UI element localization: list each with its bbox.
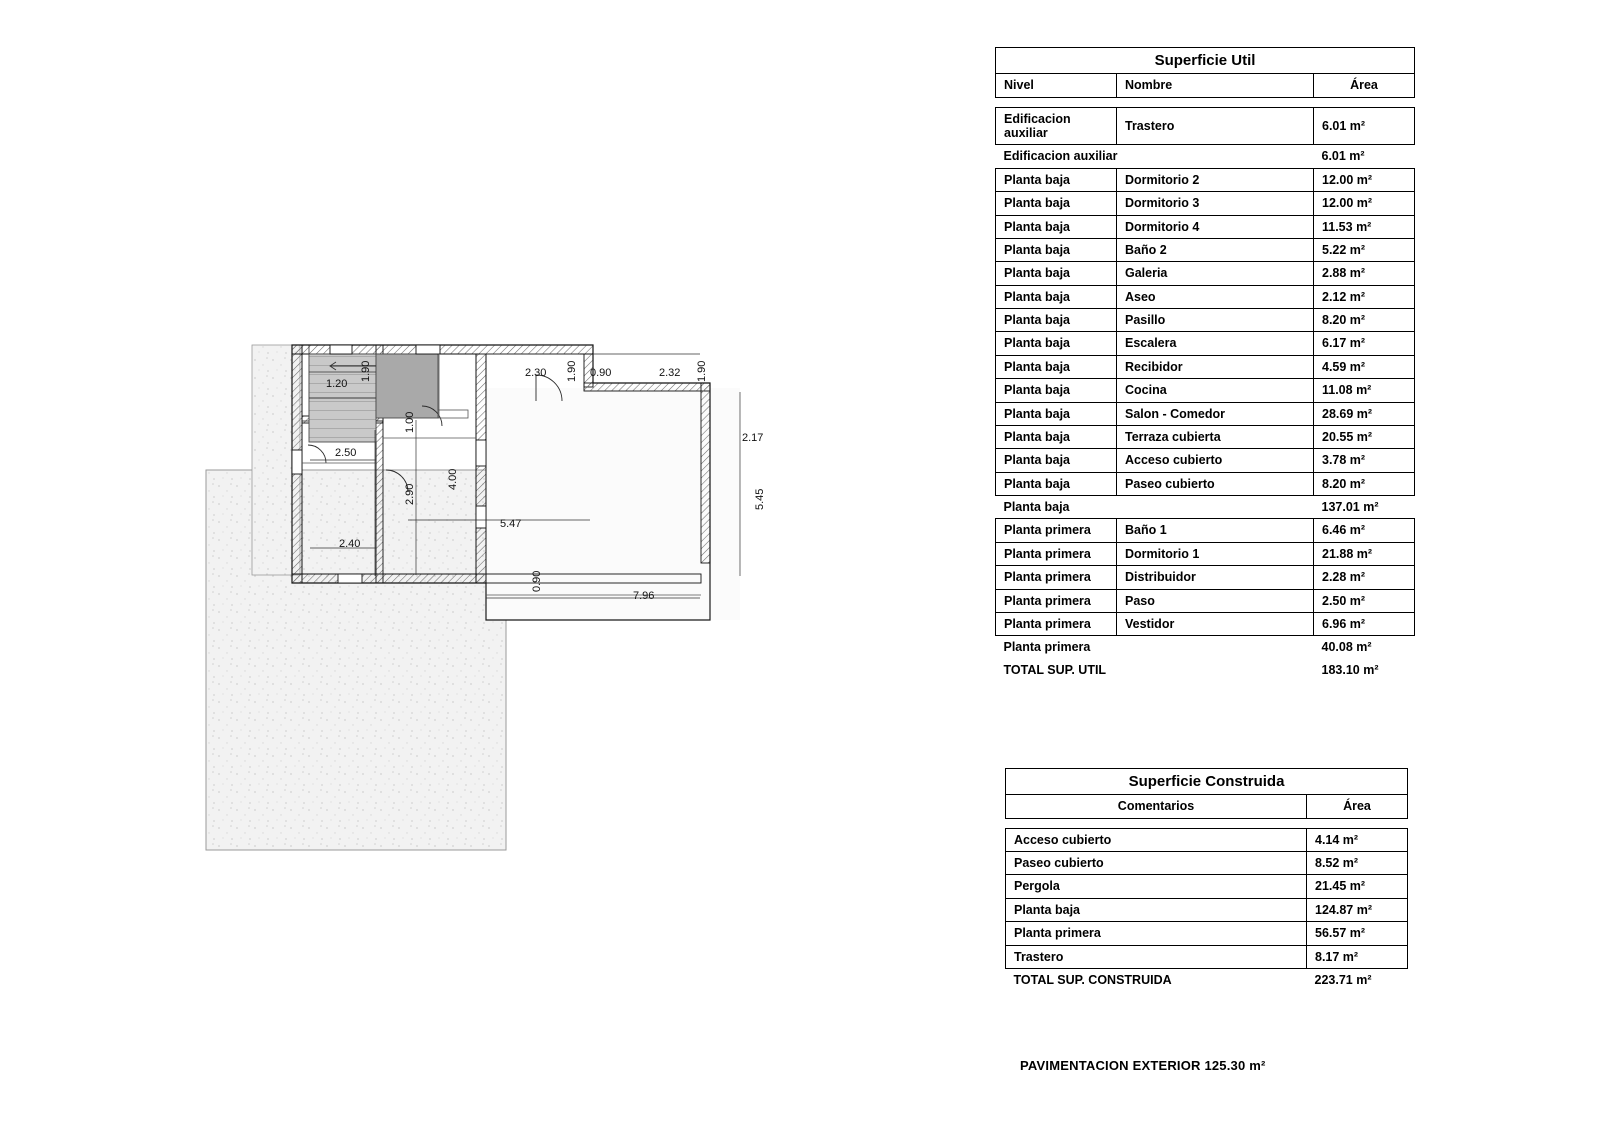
superficie-construida-title-row [1006,769,1408,795]
row-area: 4.14 m² [1307,828,1408,851]
table-row [1006,852,1408,875]
table-row [996,589,1415,612]
row-name: Distribuidor [1117,566,1314,589]
row-name: Paseo cubierto [1006,852,1307,875]
row-name: Salon - Comedor [1117,402,1314,425]
table-row [996,262,1415,285]
row-area: 12.00 m² [1314,192,1415,215]
row-area: 6.01 m² [1314,107,1415,145]
dimension-label: 2.17 [742,432,764,444]
staircase [309,354,438,442]
table-row [996,215,1415,238]
floor-plan-svg [180,320,820,880]
table-row [996,472,1415,495]
dimension-label: 1.20 [326,378,348,390]
table-row [996,519,1415,542]
row-level: Planta baja [996,379,1117,402]
dimension-label: 1.90 [566,360,578,382]
spacer-row [996,97,1415,107]
table-row [1006,828,1408,851]
row-area: 8.20 m² [1314,472,1415,495]
row-name: Aseo [1117,285,1314,308]
row-level: Planta primera [996,542,1117,565]
row-area: 124.87 m² [1307,898,1408,921]
header-nombre: Nombre [1117,74,1314,97]
table-row [996,285,1415,308]
row-name: Acceso cubierto [1006,828,1307,851]
total-row [996,659,1415,681]
floor-plan-drawing [180,320,820,880]
subtotal-row [996,636,1415,659]
dimension-label: 5.45 [754,488,766,510]
superficie-util-title: Superficie Util [996,48,1415,74]
exterior-paving-note: PAVIMENTACION EXTERIOR 125.30 m² [1020,1058,1266,1073]
row-area: 8.20 m² [1314,309,1415,332]
table-row [996,168,1415,191]
header-area: Área [1314,74,1415,97]
total-label: TOTAL SUP. CONSTRUIDA [1013,972,1172,987]
dimension-label: 1.90 [360,360,372,382]
subtotal-label: Planta primera [1003,640,1091,655]
row-name: Planta primera [1006,922,1307,945]
row-level: Planta primera [996,589,1117,612]
subtotal-area: 6.01 m² [1321,149,1365,164]
row-level: Planta baja [996,472,1117,495]
row-name: Pergola [1006,875,1307,898]
dimension-label: 7.96 [633,590,655,602]
row-area: 6.17 m² [1314,332,1415,355]
row-area: 4.59 m² [1314,355,1415,378]
subtotal-row [996,496,1415,519]
spacer-row [1006,818,1408,828]
total-area: 223.71 m² [1314,972,1372,987]
superficie-util-header-row [996,74,1415,97]
total-row [1006,968,1408,991]
row-area: 2.88 m² [1314,262,1415,285]
row-name: Recibidor [1117,355,1314,378]
table-row [996,379,1415,402]
dimension-label: 2.90 [404,483,416,505]
table-row [996,107,1415,145]
row-area: 56.57 m² [1307,922,1408,945]
row-level: Planta primera [996,612,1117,635]
row-name: Galeria [1117,262,1314,285]
row-area: 6.96 m² [1314,612,1415,635]
row-level: Planta baja [996,192,1117,215]
dimension-label: 0.90 [590,367,612,379]
dimension-label: 4.00 [447,468,459,490]
table-row [996,566,1415,589]
row-name: Dormitorio 2 [1117,168,1314,191]
row-level: Planta baja [996,425,1117,448]
row-name: Paso [1117,589,1314,612]
row-name: Trastero [1006,945,1307,968]
row-name: Baño 1 [1117,519,1314,542]
table-row [996,192,1415,215]
header-comentarios: Comentarios [1006,795,1307,818]
dimension-label: 1.00 [404,411,416,433]
table-row [1006,898,1408,921]
dimension-label: 2.50 [335,447,357,459]
subtotal-label: Planta baja [1003,500,1070,514]
table-row [996,238,1415,261]
subtotal-area: 40.08 m² [1321,640,1372,655]
table-row [996,542,1415,565]
superficie-util-body [996,48,1415,682]
table-row [996,425,1415,448]
row-name: Escalera [1117,332,1314,355]
row-area: 12.00 m² [1314,168,1415,191]
subtotal-label: Edificacion auxiliar [1003,149,1118,164]
row-area: 6.46 m² [1314,519,1415,542]
row-name: Dormitorio 3 [1117,192,1314,215]
dimension-label: 0.90 [531,570,543,592]
row-name: Vestidor [1117,612,1314,635]
table-row [996,612,1415,635]
table-row [996,309,1415,332]
row-name: Terraza cubierta [1117,425,1314,448]
row-area: 3.78 m² [1314,449,1415,472]
superficie-util-table [995,47,1415,681]
total-area: 183.10 m² [1321,662,1379,677]
row-area: 8.17 m² [1307,945,1408,968]
row-level: Planta baja [996,262,1117,285]
subtotal-row [996,145,1415,168]
row-name: Planta baja [1006,898,1307,921]
header-nivel: Nivel [996,74,1117,97]
superficie-construida-body [1006,769,1408,992]
row-level: Planta baja [996,355,1117,378]
row-level: Planta baja [996,449,1117,472]
row-name: Pasillo [1117,309,1314,332]
row-name: Acceso cubierto [1117,449,1314,472]
table-row [1006,945,1408,968]
row-area: 21.88 m² [1314,542,1415,565]
row-level: Planta baja [996,168,1117,191]
table-row [1006,875,1408,898]
total-label: TOTAL SUP. UTIL [1003,662,1107,677]
row-name: Dormitorio 1 [1117,542,1314,565]
table-row [996,332,1415,355]
row-name: Trastero [1117,107,1314,145]
row-name: Cocina [1117,379,1314,402]
row-level: Planta baja [996,238,1117,261]
table-row [996,402,1415,425]
superficie-construida-title: Superficie Construida [1006,769,1408,795]
row-name: Baño 2 [1117,238,1314,261]
table-row [996,449,1415,472]
dimension-label: 2.30 [525,367,547,379]
dimension-label: 1.90 [696,360,708,382]
row-area: 8.52 m² [1307,852,1408,875]
dimension-label: 5.47 [500,518,522,530]
row-level: Planta baja [996,215,1117,238]
row-area: 11.53 m² [1314,215,1415,238]
superficie-construida-header-row [1006,795,1408,818]
exterior-paving [206,470,506,850]
row-name: Dormitorio 4 [1117,215,1314,238]
row-level: Edificacion auxiliar [996,107,1117,145]
row-level: Planta baja [996,309,1117,332]
row-area: 11.08 m² [1314,379,1415,402]
row-name: Paseo cubierto [1117,472,1314,495]
superficie-construida-table [1005,768,1408,991]
row-area: 2.50 m² [1314,589,1415,612]
subtotal-area: 137.01 m² [1321,500,1379,514]
row-level: Planta baja [996,285,1117,308]
superficie-util-title-row [996,48,1415,74]
row-level: Planta primera [996,519,1117,542]
row-area: 2.28 m² [1314,566,1415,589]
dimension-label: 2.40 [339,538,361,550]
dimension-label: 2.32 [659,367,681,379]
row-level: Planta baja [996,402,1117,425]
row-area: 28.69 m² [1314,402,1415,425]
row-area: 5.22 m² [1314,238,1415,261]
table-row [1006,922,1408,945]
row-area: 2.12 m² [1314,285,1415,308]
row-area: 21.45 m² [1307,875,1408,898]
table-row [996,355,1415,378]
row-level: Planta primera [996,566,1117,589]
row-area: 20.55 m² [1314,425,1415,448]
header-area: Área [1307,795,1408,818]
row-level: Planta baja [996,332,1117,355]
